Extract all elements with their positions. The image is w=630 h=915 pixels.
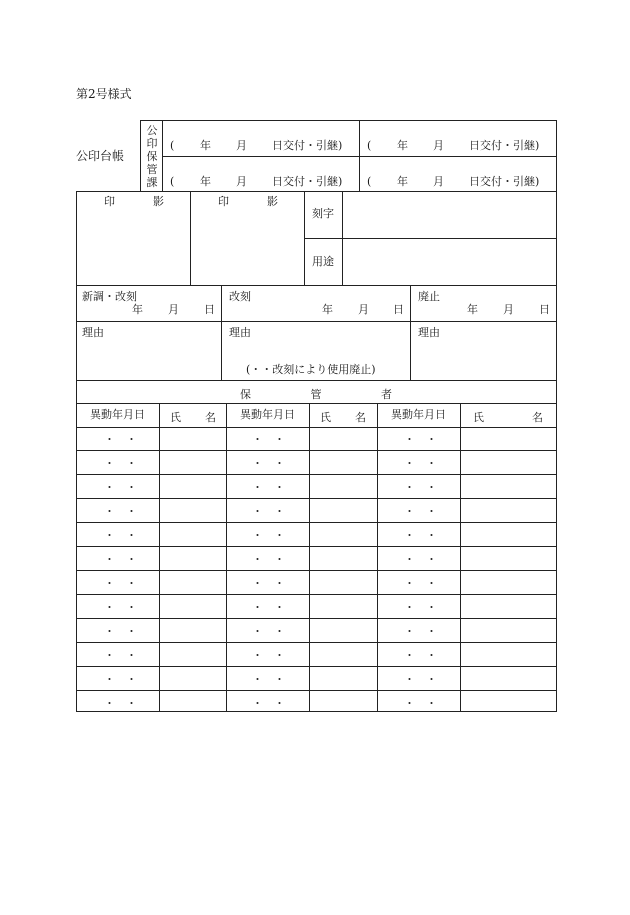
date-marker: ・ ・: [104, 649, 137, 662]
impression-a-label-1: 印: [104, 195, 115, 208]
table-row: [76, 427, 556, 451]
date-marker: ・ ・: [404, 697, 437, 710]
col-date-3: 異動年月日: [391, 408, 446, 421]
date-marker: ・ ・: [252, 433, 285, 446]
date-marker: ・ ・: [104, 553, 137, 566]
abolish-day: 日: [539, 303, 550, 316]
date-marker: ・ ・: [252, 601, 285, 614]
date-entry-1: ( 年 月 日交付・引継): [170, 139, 343, 152]
reason-label-new: 理由: [82, 326, 104, 339]
form-number: 第2号様式: [76, 87, 132, 101]
engraving-label: 刻字: [312, 207, 334, 220]
date-marker: ・ ・: [252, 481, 285, 494]
date-marker: ・ ・: [104, 601, 137, 614]
date-marker: ・ ・: [404, 457, 437, 470]
date-marker: ・ ・: [252, 625, 285, 638]
date-marker: ・ ・: [104, 529, 137, 542]
custodian-header-divider: [76, 403, 557, 404]
abolish-month: 月: [503, 303, 514, 316]
date-col-divider-1: [221, 285, 222, 380]
table-row: [76, 691, 556, 715]
table-row: [76, 619, 556, 643]
table-row: [76, 547, 556, 571]
recut-label: 改刻: [229, 290, 251, 303]
date-marker: ・ ・: [404, 577, 437, 590]
new-label: 新調・改刻: [82, 290, 137, 303]
reason-label-abolish: 理由: [418, 326, 440, 339]
table-row: [76, 475, 556, 499]
impression-b-label-2: 影: [267, 195, 278, 208]
custodian-table-body: [76, 427, 556, 715]
date-marker: ・ ・: [252, 505, 285, 518]
date-marker: ・ ・: [104, 433, 137, 446]
new-month: 月: [168, 303, 179, 316]
custodian-title: 保 管 者: [240, 388, 392, 401]
impression-divider-1: [190, 191, 191, 285]
usage-label: 用途: [312, 255, 334, 268]
abolish-label: 廃止: [418, 290, 440, 303]
date-marker: ・ ・: [404, 505, 437, 518]
col-name-1: 氏 名: [170, 411, 216, 424]
table-row: [76, 667, 556, 691]
date-marker: ・ ・: [104, 457, 137, 470]
date-col-divider-2: [410, 285, 411, 380]
table-row: [76, 451, 556, 475]
date-marker: ・ ・: [404, 529, 437, 542]
date-marker: ・ ・: [104, 505, 137, 518]
table-row: [76, 499, 556, 523]
table-row: [76, 523, 556, 547]
date-marker: ・ ・: [404, 625, 437, 638]
date-marker: ・ ・: [104, 697, 137, 710]
reason-label-recut: 理由: [229, 326, 251, 339]
date-entry-4: ( 年 月 日交付・引継): [367, 175, 540, 188]
date-marker: ・ ・: [404, 601, 437, 614]
date-marker: ・ ・: [252, 649, 285, 662]
engraving-usage-divider: [304, 238, 556, 239]
impression-a-label-2: 影: [153, 195, 164, 208]
date-marker: ・ ・: [104, 625, 137, 638]
abolish-year: 年: [467, 303, 478, 316]
new-year: 年: [132, 303, 143, 316]
ledger-label: 公印台帳: [76, 149, 125, 163]
date-row-divider: [162, 156, 557, 157]
table-row: [76, 571, 556, 595]
date-marker: ・ ・: [404, 649, 437, 662]
date-marker: ・ ・: [404, 553, 437, 566]
recut-month: 月: [358, 303, 369, 316]
recut-note: (・・改刻により使用廃止): [246, 363, 376, 376]
recut-day: 日: [393, 303, 404, 316]
impression-b-label-1: 印: [218, 195, 229, 208]
date-marker: ・ ・: [104, 577, 137, 590]
section-divider-1: [76, 285, 557, 286]
date-marker: ・ ・: [252, 529, 285, 542]
section-divider-2: [76, 380, 557, 381]
reason-row-divider: [76, 321, 557, 322]
table-row: [76, 643, 556, 667]
date-marker: ・ ・: [252, 457, 285, 470]
col-date-2: 異動年月日: [240, 408, 295, 421]
date-marker: ・ ・: [104, 673, 137, 686]
date-entry-3: ( 年 月 日交付・引継): [170, 175, 343, 188]
new-day: 日: [204, 303, 215, 316]
table-row: [76, 595, 556, 619]
date-marker: ・ ・: [252, 673, 285, 686]
col-name-2: 氏 名: [320, 411, 366, 424]
date-entry-2: ( 年 月 日交付・引継): [367, 139, 540, 152]
date-marker: ・ ・: [252, 553, 285, 566]
date-marker: ・ ・: [104, 481, 137, 494]
date-marker: ・ ・: [404, 433, 437, 446]
custody-section-label: 公 印 保 管 課: [146, 124, 158, 189]
date-marker: ・ ・: [252, 697, 285, 710]
recut-year: 年: [322, 303, 333, 316]
date-marker: ・ ・: [404, 481, 437, 494]
col-name-3: 氏 名: [473, 411, 543, 424]
col-date-1: 異動年月日: [90, 408, 145, 421]
date-marker: ・ ・: [252, 577, 285, 590]
date-marker: ・ ・: [404, 673, 437, 686]
